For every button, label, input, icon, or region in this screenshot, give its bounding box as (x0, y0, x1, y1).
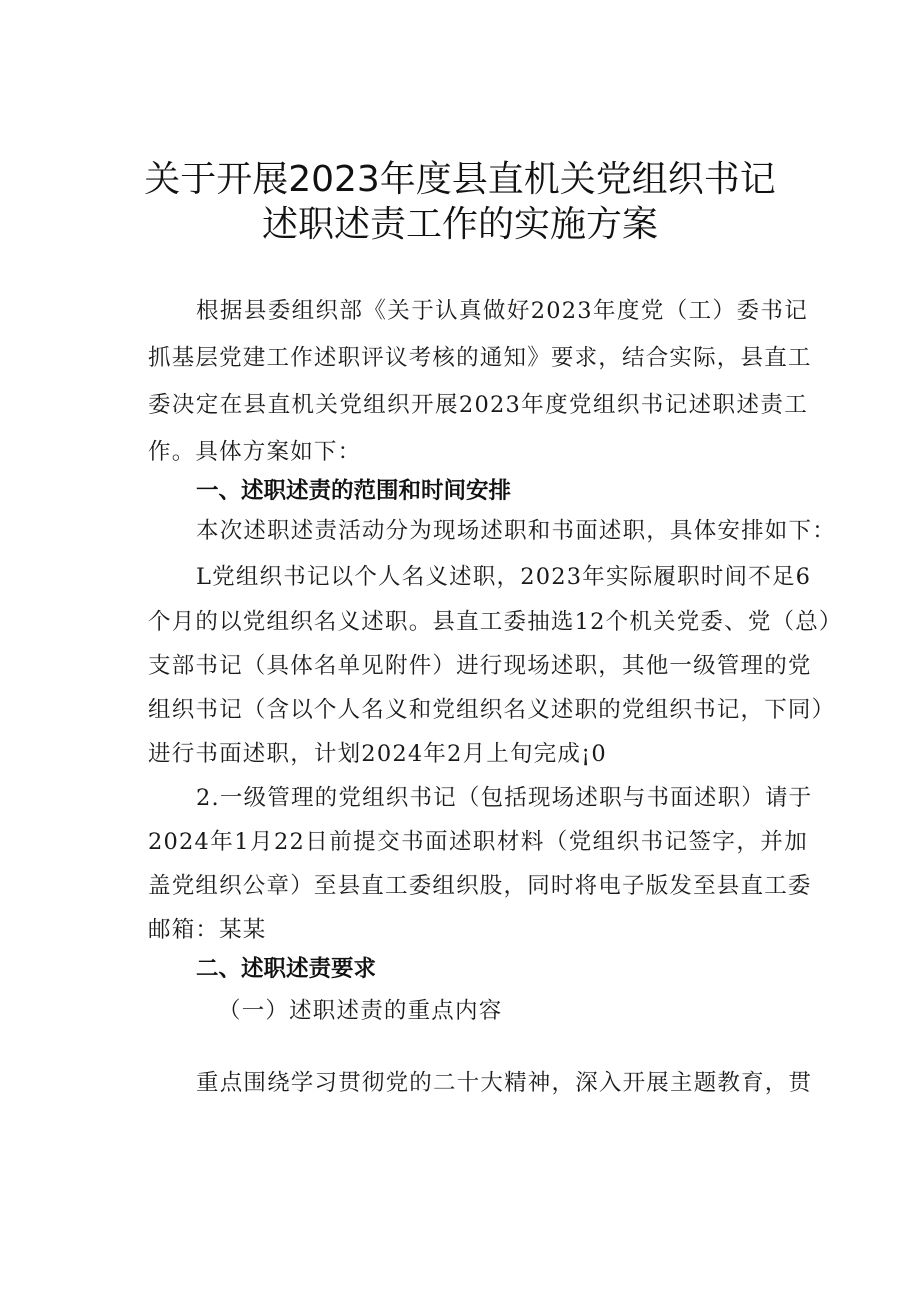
section2-heading: 二、述职述责要求 (196, 956, 377, 982)
intro-line-2: 抓基层党建工作述职评议考核的通知》要求，结合实际，县直工 (148, 345, 812, 371)
section1-lead: 本次述职述责活动分为现场述职和书面述职，具体安排如下： (196, 518, 836, 544)
item1-line-5: 进行书面述职，计划2024年2月上旬完成¡0 (148, 741, 607, 767)
item2-line-4: 邮箱：某某 (148, 917, 267, 943)
section2-body-line-1: 重点围绕学习贯彻党的二十大精神，深入开展主题教育，贯 (196, 1070, 813, 1096)
item2-line-1: 2.一级管理的党组织书记（包括现场述职与书面述职）请于 (196, 785, 813, 811)
section1-heading: 一、述职述责的范围和时间安排 (196, 478, 512, 504)
intro-line-3: 委决定在县直机关党组织开展2023年度党组织书记述职述责工 (148, 392, 808, 418)
item2-line-2: 2024年1月22日前提交书面述职材料（党组织书记签字，并加 (148, 829, 808, 855)
item1-line-4: 组织书记（含以个人名义和党组织名义述职的党组织书记，下同） (148, 697, 836, 723)
item1-line-3: 支部书记（具体名单见附件）进行现场述职，其他一级管理的党 (148, 653, 812, 679)
item2-line-3: 盖党组织公章）至县直工委组织股，同时将电子版发至县直工委 (148, 873, 812, 899)
intro-line-1: 根据县委组织部《关于认真做好2023年度党（工）委书记 (196, 298, 808, 324)
document-title-line2: 述职述责工作的实施方案 (261, 204, 658, 245)
item1-line-1: L党组织书记以个人名义述职，2023年实际履职时间不足6 (196, 564, 812, 590)
item1-line-2: 个月的以党组织名义述职。县直工委抽选12个机关党委、党（总） (148, 609, 843, 635)
section2-subheading: （一）述职述责的重点内容 (218, 998, 503, 1024)
document-title-line1: 关于开展2023年度县直机关党组织书记 (144, 159, 776, 200)
intro-line-4: 作。具体方案如下： (148, 439, 362, 465)
